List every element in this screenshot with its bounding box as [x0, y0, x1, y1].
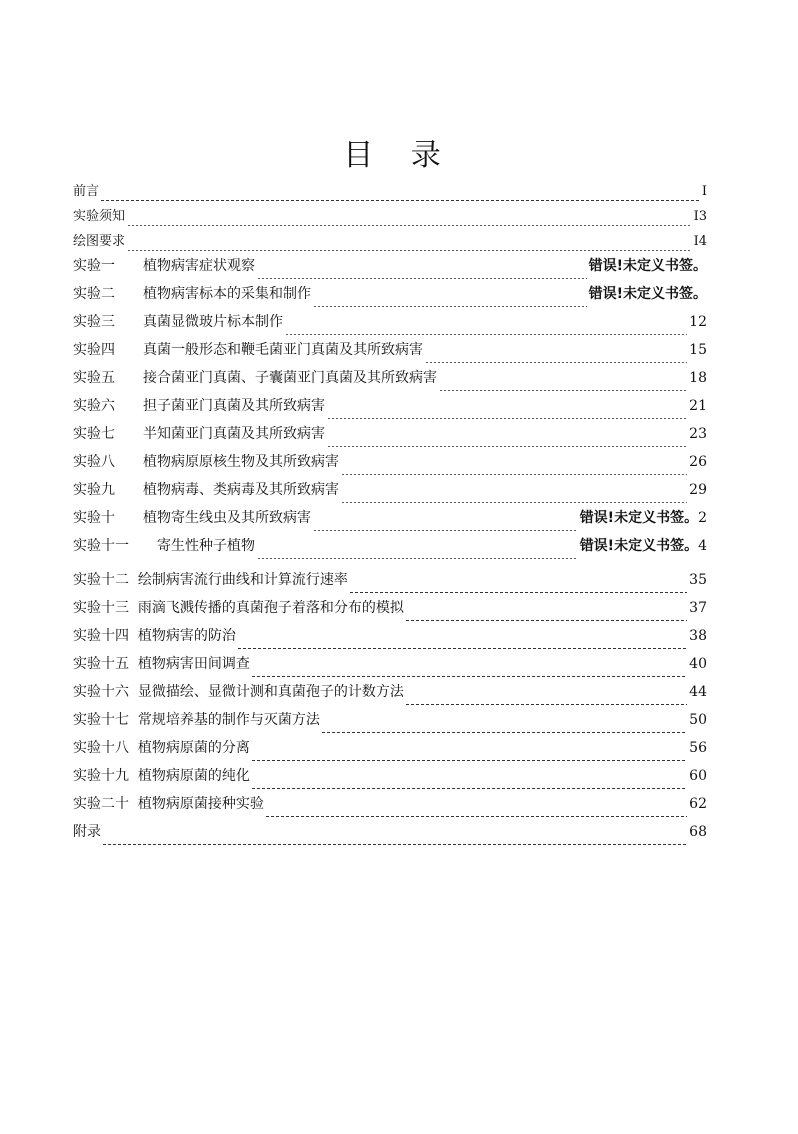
toc-entry-appendix[interactable] [73, 821, 707, 849]
toc-entry-page: 50 [689, 712, 707, 728]
toc-entry-page: 23 [689, 426, 707, 442]
dot-leader [341, 474, 687, 475]
toc-entry-page: I [701, 184, 707, 199]
dot-leader [103, 844, 687, 845]
toc-entry-preface[interactable] [73, 180, 707, 205]
toc-entry-exp-11[interactable] [73, 535, 707, 563]
toc-entry-title: 常规培养基的制作与灭菌方法 [137, 712, 320, 728]
toc-entry-exp-8[interactable] [73, 451, 707, 479]
toc-entry-chapter: 实验九 [73, 482, 115, 498]
toc-entry-page: 26 [689, 454, 707, 470]
toc-entry-exp-19[interactable] [73, 765, 707, 793]
dot-leader [252, 676, 687, 677]
toc-entry-exp-9[interactable] [73, 479, 707, 507]
dot-leader [257, 558, 578, 559]
toc-entry-chapter: 实验六 [73, 398, 115, 414]
toc-entry-exp-7[interactable] [73, 423, 707, 451]
toc-entry-page: 2 [698, 510, 707, 526]
toc-entry-page: 56 [689, 740, 707, 756]
toc-entry-title: 显微描绘、显微计测和真菌孢子的计数方法 [137, 684, 404, 700]
toc-entry-page: 4 [698, 538, 707, 554]
page-title: 目 录 [343, 138, 455, 173]
toc-entry-page: 18 [689, 370, 707, 386]
toc-entry-page: 60 [689, 768, 707, 784]
dot-leader [238, 648, 687, 649]
toc-entry-title: 寄生性种子植物 [157, 538, 255, 554]
toc-entry-page: 35 [689, 572, 707, 588]
toc-entry-title: 实验须知 [73, 209, 126, 224]
toc-entry-chapter: 实验八 [73, 454, 115, 470]
toc-entry-chapter: 实验十三 [73, 600, 129, 616]
toc-entry-chapter: 实验二十 [73, 796, 129, 812]
dot-leader [252, 788, 687, 789]
toc-entry-title: 半知菌亚门真菌及其所致病害 [143, 426, 325, 442]
toc-entry-title: 绘图要求 [73, 234, 126, 249]
table-of-contents [73, 180, 707, 849]
dot-leader [257, 278, 587, 279]
toc-entry-page-error: 错误!未定义书签。 [579, 510, 699, 526]
toc-entry-page: 38 [689, 628, 707, 644]
toc-entry-exp-10[interactable] [73, 507, 707, 535]
toc-entry-chapter: 实验三 [73, 314, 115, 330]
toc-entry-title: 植物病害症状观察 [143, 258, 255, 274]
toc-entry-exp-1[interactable] [73, 255, 707, 283]
dot-leader [322, 732, 687, 733]
dot-leader [127, 225, 692, 226]
toc-entry-page-error: 错误!未定义书签。 [588, 258, 707, 274]
dot-leader [101, 200, 700, 201]
toc-entry-chapter: 实验十四 [73, 628, 129, 644]
dot-leader [266, 816, 687, 817]
toc-entry-title: 担子菌亚门真菌及其所致病害 [143, 398, 325, 414]
dot-leader [127, 250, 692, 251]
dot-leader [341, 502, 687, 503]
toc-entry-title: 植物病害标本的采集和制作 [143, 286, 311, 302]
toc-entry-exp-18[interactable] [73, 737, 707, 765]
toc-entry-title: 真菌显微玻片标本制作 [143, 314, 283, 330]
toc-entry-chapter: 实验十一 [73, 538, 129, 554]
toc-entry-exp-16[interactable] [73, 681, 707, 709]
toc-entry-page-error: 错误!未定义书签。 [588, 286, 707, 302]
toc-entry-title: 植物病原菌的纯化 [137, 768, 250, 784]
toc-entry-page: 68 [689, 824, 707, 840]
toc-entry-title: 植物病原原核生物及其所致病害 [143, 454, 339, 470]
toc-entry-page: I3 [693, 209, 707, 224]
toc-entry-title: 接合菌亚门真菌、子囊菌亚门真菌及其所致病害 [143, 370, 437, 386]
dot-leader [313, 306, 587, 307]
toc-entry-chapter: 实验十七 [73, 712, 129, 728]
toc-entry-exp-6[interactable] [73, 395, 707, 423]
toc-entry-page: 15 [689, 342, 707, 358]
toc-entry-title: 植物病原菌接种实验 [137, 796, 264, 812]
toc-entry-chapter: 实验一 [73, 258, 115, 274]
toc-entry-exp-17[interactable] [73, 709, 707, 737]
toc-entry-page-error: 错误!未定义书签。 [579, 538, 699, 554]
toc-entry-title: 绘制病害流行曲线和计算流行速率 [137, 572, 348, 588]
toc-entry-chapter: 实验四 [73, 342, 115, 358]
toc-entry-exp-20[interactable] [73, 793, 707, 821]
toc-entry-title: 植物病害的防治 [137, 628, 236, 644]
toc-entry-chapter: 实验十 [73, 510, 115, 526]
toc-entry-chapter: 实验十八 [73, 740, 129, 756]
toc-entry-chapter: 实验五 [73, 370, 115, 386]
toc-entry-page: 44 [689, 684, 707, 700]
toc-entry-drawing-requirements[interactable] [73, 230, 707, 255]
toc-entry-title: 雨滴飞溅传播的真菌孢子着落和分布的模拟 [137, 600, 404, 616]
dot-leader [313, 530, 578, 531]
toc-entry-exp-15[interactable] [73, 653, 707, 681]
toc-entry-page: 62 [689, 796, 707, 812]
toc-entry-page: 29 [689, 482, 707, 498]
toc-entry-chapter: 实验十九 [73, 768, 129, 784]
toc-entry-exp-4[interactable] [73, 339, 707, 367]
toc-entry-exp-12[interactable] [73, 569, 707, 597]
toc-entry-chapter: 实验十六 [73, 684, 129, 700]
dot-leader [439, 390, 687, 391]
dot-leader [327, 418, 687, 419]
toc-entry-exp-3[interactable] [73, 311, 707, 339]
toc-entry-page: I4 [693, 234, 707, 249]
toc-entry-lab-notice[interactable] [73, 205, 707, 230]
toc-entry-page: 37 [689, 600, 707, 616]
toc-entry-exp-5[interactable] [73, 367, 707, 395]
dot-leader [285, 334, 687, 335]
toc-entry-title: 附录 [73, 824, 101, 840]
toc-entry-page: 12 [689, 314, 707, 330]
toc-entry-title: 植物病害田间调查 [137, 656, 250, 672]
toc-entry-page: 40 [689, 656, 707, 672]
toc-entry-title: 前言 [73, 184, 100, 199]
toc-entry-title: 植物病毒、类病毒及其所致病害 [143, 482, 339, 498]
dot-leader [425, 362, 687, 363]
toc-entry-exp-14[interactable] [73, 625, 707, 653]
toc-entry-title: 植物寄生线虫及其所致病害 [143, 510, 311, 526]
toc-entry-chapter: 实验二 [73, 286, 115, 302]
toc-entry-chapter: 实验十二 [73, 572, 129, 588]
toc-entry-chapter: 实验七 [73, 426, 115, 442]
toc-entry-page: 21 [689, 398, 707, 414]
dot-leader [252, 760, 687, 761]
toc-entry-title: 真菌一般形态和鞭毛菌亚门真菌及其所致病害 [143, 342, 423, 358]
dot-leader [406, 620, 687, 621]
toc-entry-title: 植物病原菌的分离 [137, 740, 250, 756]
dot-leader [406, 704, 687, 705]
dot-leader [327, 446, 687, 447]
toc-entry-chapter: 实验十五 [73, 656, 129, 672]
toc-entry-exp-13[interactable] [73, 597, 707, 625]
dot-leader [350, 592, 687, 593]
toc-entry-exp-2[interactable] [73, 283, 707, 311]
